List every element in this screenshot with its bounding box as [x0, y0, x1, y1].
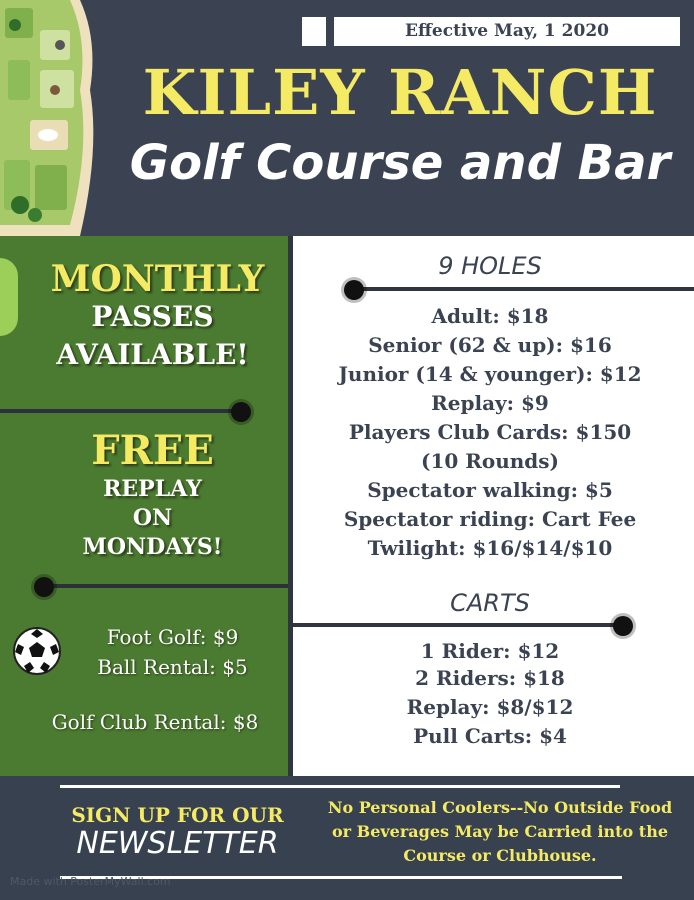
on-text: ON [132, 505, 173, 531]
passes-text: PASSES [91, 300, 214, 333]
price-line: (10 Rounds) [420, 449, 559, 473]
price-line: Spectator riding: Cart Fee [343, 507, 637, 531]
decorative-green-shape [0, 258, 18, 336]
cart-price-line: 2 Riders: $18 [415, 666, 565, 690]
footer-rule-top [60, 785, 620, 788]
nine-holes-heading: 9 HOLES [438, 252, 542, 280]
mondays-text: MONDAYS! [82, 534, 223, 560]
carts-heading: CARTS [450, 589, 530, 617]
price-line: Players Club Cards: $150 [348, 420, 632, 444]
price-line: Replay: $9 [431, 391, 549, 415]
page-subtitle: Golf Course and Bar [129, 135, 671, 191]
available-text: AVAILABLE! [56, 338, 249, 371]
cart-price-line: Replay: $8/$12 [406, 695, 574, 719]
carts-rule [293, 623, 623, 627]
cart-price-line: 1 Rider: $12 [420, 639, 560, 663]
free-heading: FREE [91, 427, 214, 474]
divider-dot-1 [231, 402, 251, 422]
price-line: Junior (14 & younger): $12 [338, 362, 642, 386]
left-divider-1 [0, 409, 240, 413]
nine-holes-dot [344, 280, 364, 300]
cooler-policy-notice: No Personal Coolers--No Outside Food or Beverages May be Carried into the Course or Clubhouse. [327, 798, 673, 865]
header-white-square [302, 17, 326, 46]
header-banner [0, 0, 694, 236]
carts-dot [613, 616, 633, 636]
club-rental-price: Golf Club Rental: $8 [51, 710, 259, 734]
newsletter-link[interactable]: NEWSLETTER [76, 826, 279, 861]
ball-rental-price: Ball Rental: $5 [97, 655, 248, 679]
watermark-credit: Made with PosterMyWall.com [10, 875, 171, 888]
page-title: KILEY RANCH [142, 56, 658, 129]
signup-text[interactable]: SIGN UP FOR OUR [71, 803, 284, 827]
park-map-illustration [0, 0, 98, 236]
cart-price-line: Pull Carts: $4 [413, 724, 567, 748]
monthly-heading: MONTHLY [50, 258, 265, 300]
soccer-ball-icon [12, 626, 62, 676]
left-divider-2 [40, 584, 288, 588]
divider-dot-2 [34, 577, 54, 597]
nine-holes-rule [352, 287, 694, 291]
price-line: Adult: $18 [431, 304, 549, 328]
effective-date: Effective May, 1 2020 [334, 17, 680, 46]
price-line: Spectator walking: $5 [367, 478, 613, 502]
foot-golf-price: Foot Golf: $9 [106, 625, 239, 649]
price-line: Senior (62 & up): $16 [368, 333, 612, 357]
replay-text: REPLAY [103, 476, 202, 502]
price-line: Twilight: $16/$14/$10 [367, 536, 613, 560]
